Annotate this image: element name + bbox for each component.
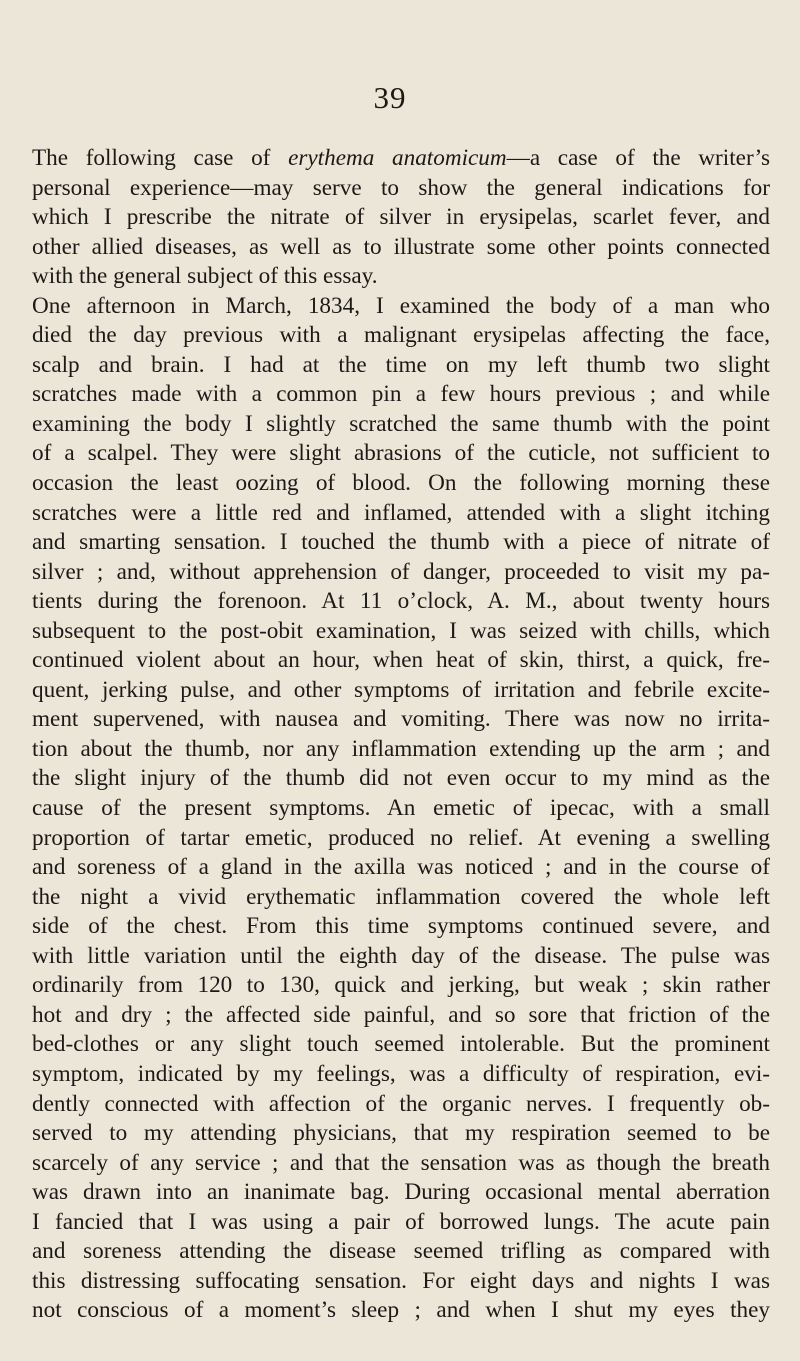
text-line: scalp and brain. I had at the time on my left thumb two slight — [32, 351, 770, 378]
text-line: tients during the forenoon. At 11 o’clock, A. M., about twenty hours — [32, 588, 770, 615]
text-line: One afternoon in March, 1834, I examined the body of a man who — [32, 292, 770, 319]
body-text — [32, 144, 770, 1326]
text-line: side of the chest. From this time symptoms continued severe, and — [32, 913, 770, 940]
italic-term: erythema anatomicum — [288, 145, 507, 171]
text-line: quent, jerking pulse, and other symptoms of irritation and febrile excite- — [32, 676, 770, 703]
text-line: silver ; and, without apprehension of danger, proceeded to visit my pa- — [32, 558, 770, 585]
text-line: personal experience—may serve to show the general indications for — [32, 174, 770, 201]
text-line: with the general subject of this essay. — [32, 263, 378, 290]
text-line: dently connected with affection of the organic nerves. I frequently ob- — [32, 1090, 770, 1117]
text-line — [32, 144, 770, 174]
line-1-end: —a case of the writer’s — [506, 145, 771, 171]
text-line: bed-clothes or any slight touch seemed intolerable. But the prominent — [32, 1031, 770, 1058]
text-line: ordinarily from 120 to 130, quick and jerking, but weak ; skin rather — [32, 972, 770, 999]
text-line: tion about the thumb, nor any inflammation extending up the arm ; and — [32, 735, 770, 762]
text-line: other allied diseases, as well as to illustrate some other points connected — [32, 233, 770, 260]
text-line: scarcely of any service ; and that the sensation was as though the breath — [32, 1149, 770, 1176]
text-line: I fancied that I was using a pair of borrowed lungs. The acute pain — [32, 1208, 770, 1235]
page-number: 39 — [373, 80, 407, 115]
text-line: and soreness of a gland in the axilla was noticed ; and in the course of — [32, 854, 770, 881]
text-line: and smarting sensation. I touched the thumb with a piece of nitrate of — [32, 529, 770, 556]
text-line: scratches were a little red and inflamed, attended with a slight itching — [32, 499, 770, 526]
text-line: examining the body I slightly scratched the same thumb with the point — [32, 410, 770, 437]
text-line: and soreness attending the disease seemed trifling as compared with — [32, 1238, 770, 1265]
text-line: subsequent to the post-obit examination, I was seized with chills, which — [32, 617, 770, 644]
text-line: proportion of tartar emetic, produced no relief. At evening a swelling — [32, 824, 770, 851]
text-line: died the day previous with a malignant erysipelas affecting the face, — [32, 322, 770, 349]
text-line: not conscious of a moment’s sleep ; and when I shut my eyes they — [32, 1297, 770, 1324]
text-line: cause of the present symptoms. An emetic of ipecac, with a small — [32, 795, 770, 822]
text-line: ment supervened, with nausea and vomiting. There was now no irrita- — [32, 706, 770, 733]
text-line: which I prescribe the nitrate of silver in erysipelas, scarlet fever, and — [32, 204, 770, 231]
text-line: was drawn into an inanimate bag. During occasional mental aberration — [32, 1179, 770, 1206]
text-line: of a scalpel. They were slight abrasions of the cuticle, not sufficient to — [32, 440, 770, 467]
text-line: the slight injury of the thumb did not even occur to my mind as the — [32, 765, 770, 792]
text-line: this distressing suffocating sensation. For eight days and nights I was — [32, 1267, 770, 1294]
text-line: continued violent about an hour, when heat of skin, thirst, a quick, fre- — [32, 647, 770, 674]
text-line: the night a vivid erythematic inflammation covered the whole left — [32, 883, 770, 910]
text-line: hot and dry ; the affected side painful, and so sore that friction of the — [32, 1001, 770, 1028]
text-line: symptom, indicated by my feelings, was a difficulty of respiration, evi- — [32, 1060, 770, 1087]
text-line: scratches made with a common pin a few hours previous ; and while — [32, 381, 770, 408]
text-line: occasion the least oozing of blood. On the following morning these — [32, 470, 770, 497]
text-line: with little variation until the eighth day of the disease. The pulse was — [32, 942, 770, 969]
line-1-start: The following case of — [32, 145, 289, 171]
text-line: served to my attending physicians, that my respiration seemed to be — [32, 1120, 770, 1147]
